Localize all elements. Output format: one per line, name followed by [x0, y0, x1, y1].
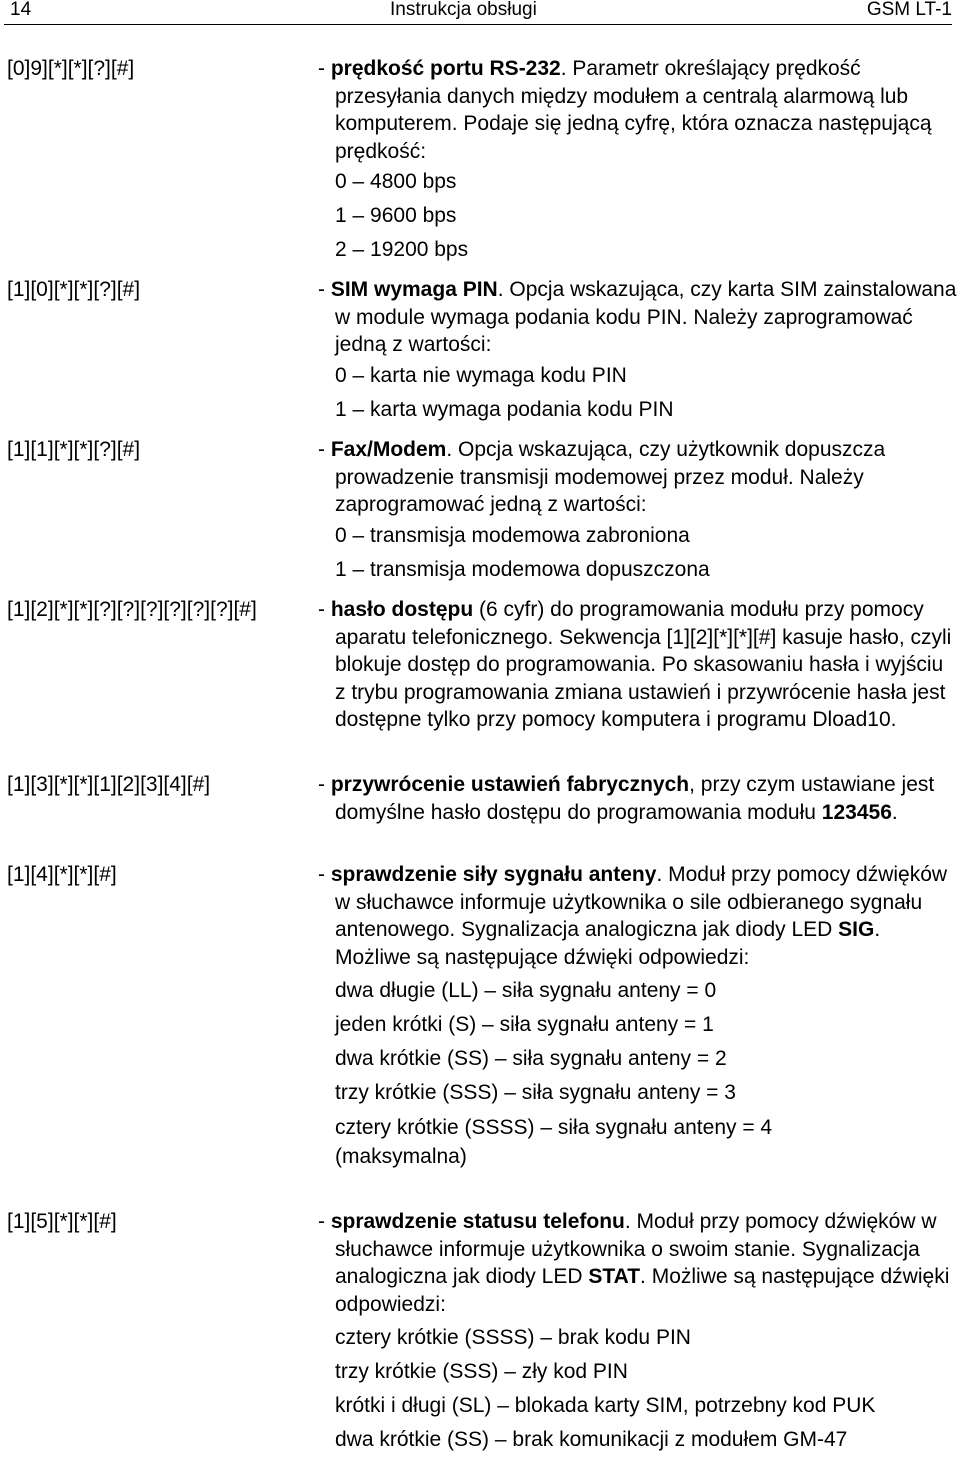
desc-text: , przy czym ustawiane jest domyślne hasło dostępu do programowania modułu: [335, 773, 935, 824]
option-item: 1 – 9600 bps: [335, 204, 457, 227]
desc-lead: -: [318, 438, 331, 461]
option-item: dwa długie (LL) – siła sygnału anteny = 0: [335, 979, 717, 1002]
desc-lead: -: [318, 1210, 331, 1233]
param-name: sprawdzenie siły sygnału anteny: [330, 863, 657, 886]
code-factory-reset: [1][3][*][*][1][2][3][4][#]: [7, 773, 211, 796]
param-description: [318, 55, 958, 165]
param-name: sprawdzenie statusu telefonu: [330, 1210, 625, 1233]
param-description: [318, 276, 958, 359]
option-item: cztery krótkie (SSSS) – siła sygnału anteny = 4 (maksymalna): [335, 1116, 773, 1168]
param-name: przywrócenie ustawień fabrycznych: [330, 773, 690, 796]
desc-lead: -: [318, 57, 331, 80]
desc-lead: -: [318, 773, 331, 796]
code-phone-status: [1][5][*][*][#]: [7, 1210, 117, 1233]
param-description: [318, 1208, 958, 1318]
option-item: jeden krótki (S) – siła sygnału anteny = 1: [335, 1013, 714, 1036]
option-item: 0 – karta nie wymaga kodu PIN: [335, 363, 627, 387]
device-model: GSM LT-1: [866, 0, 952, 20]
option-item: 1 – transmisja modemowa dopuszczona: [335, 557, 710, 581]
desc-text: . Opcja wskazująca, czy użytkownik dopuszcza prowadzenie transmisji modemowej przez moduł. Należy zaprogramować jedną z wartości:: [335, 438, 886, 516]
desc-lead: -: [318, 278, 331, 301]
option-item: dwa krótkie (SS) – siła sygnału anteny = 2: [335, 1047, 727, 1070]
param-name: prędkość portu RS-232: [330, 57, 561, 80]
page-header: [4, 0, 952, 25]
code-signal-strength: [1][4][*][*][#]: [7, 863, 117, 886]
param-description: [318, 436, 958, 519]
option-item: 2 – 19200 bps: [335, 238, 469, 261]
desc-text: . Parametr określający prędkość przesyłania danych między modułem a centralą alarmową lub komputerem. Podaje się jedną cyfrę, która oznacza następującą prędkość:: [335, 57, 932, 163]
param-name: Fax/Modem: [330, 438, 447, 461]
desc-text: . Moduł przy pomocy dźwięków w słuchawce informuje użytkownika o sile odbieranego sygnału antenowego. Sygnalizacja analogiczna jak diody LED: [335, 863, 948, 941]
param-phone-status: [318, 1208, 958, 1457]
led-name: SIG: [838, 918, 875, 941]
default-password: 123456: [821, 800, 892, 824]
param-fax-modem: [318, 436, 958, 587]
desc-lead: -: [318, 598, 331, 621]
desc-text-end: . Możliwe są następujące dźwięki odpowiedzi:: [335, 918, 881, 969]
option-item: cztery krótkie (SSSS) – brak kodu PIN: [335, 1326, 691, 1349]
desc-text: . Moduł przy pomocy dźwięków w słuchawce informuje użytkownika o swoim stanie. Sygnalizacja analogiczna jak diody LED: [335, 1210, 937, 1288]
option-item: krótki i długi (SL) – blokada karty SIM, potrzebny kod PUK: [335, 1394, 876, 1417]
param-access-password: [318, 596, 958, 734]
desc-text: (6 cyfr) do programowania modułu przy pomocy aparatu telefonicznego. Sekwencja [1][2][*][*][#] kasuje hasło, czyli blokuje dostęp do programowania. Po skasowaniu hasła i wyjściu z trybu programowania zmiana ustawień i przywrócenie hasła jest dostępne tylko przy pomocy komputera i programu Dload10.: [335, 598, 952, 731]
code-sim-pin: [1][0][*][*][?][#]: [7, 278, 141, 301]
code-access-password: [1][2][*][*][?][?][?][?][?][?][#]: [7, 598, 257, 621]
param-signal-strength: [318, 861, 958, 1171]
param-sim-pin: [318, 276, 958, 427]
param-name: SIM wymaga PIN: [330, 278, 498, 301]
option-item: trzy krótkie (SSS) – siła sygnału anteny = 3: [335, 1081, 736, 1104]
code-fax-modem: [1][1][*][*][?][#]: [7, 438, 141, 461]
desc-text-end: .: [891, 800, 898, 824]
param-description: [318, 861, 958, 971]
param-description: [318, 596, 958, 734]
desc-text-end: . Możliwe są następujące dźwięki odpowiedzi:: [335, 1265, 950, 1316]
option-item: dwa krótkie (SS) – brak komunikacji z modułem GM-47: [335, 1428, 848, 1451]
param-factory-reset: [318, 771, 958, 826]
option-item: 0 – transmisja modemowa zabroniona: [335, 523, 690, 547]
option-item: trzy krótkie (SSS) – zły kod PIN: [335, 1360, 628, 1383]
param-rs232-speed: [318, 55, 958, 267]
option-item: 1 – karta wymaga podania kodu PIN: [335, 397, 674, 421]
code-rs232-speed: [0]9][*][*][?][#]: [7, 57, 135, 80]
desc-text: . Opcja wskazująca, czy karta SIM zainstalowana w module wymaga podania kodu PIN. Należy zaprogramować jedną z wartości:: [335, 278, 957, 356]
param-description: [318, 771, 958, 826]
page-number: 14: [10, 0, 32, 20]
document-title: Instrukcja obsługi: [390, 0, 537, 20]
desc-lead: -: [318, 863, 331, 886]
param-name: hasło dostępu: [330, 598, 474, 621]
option-item: 0 – 4800 bps: [335, 170, 457, 193]
led-name: STAT: [588, 1265, 641, 1288]
